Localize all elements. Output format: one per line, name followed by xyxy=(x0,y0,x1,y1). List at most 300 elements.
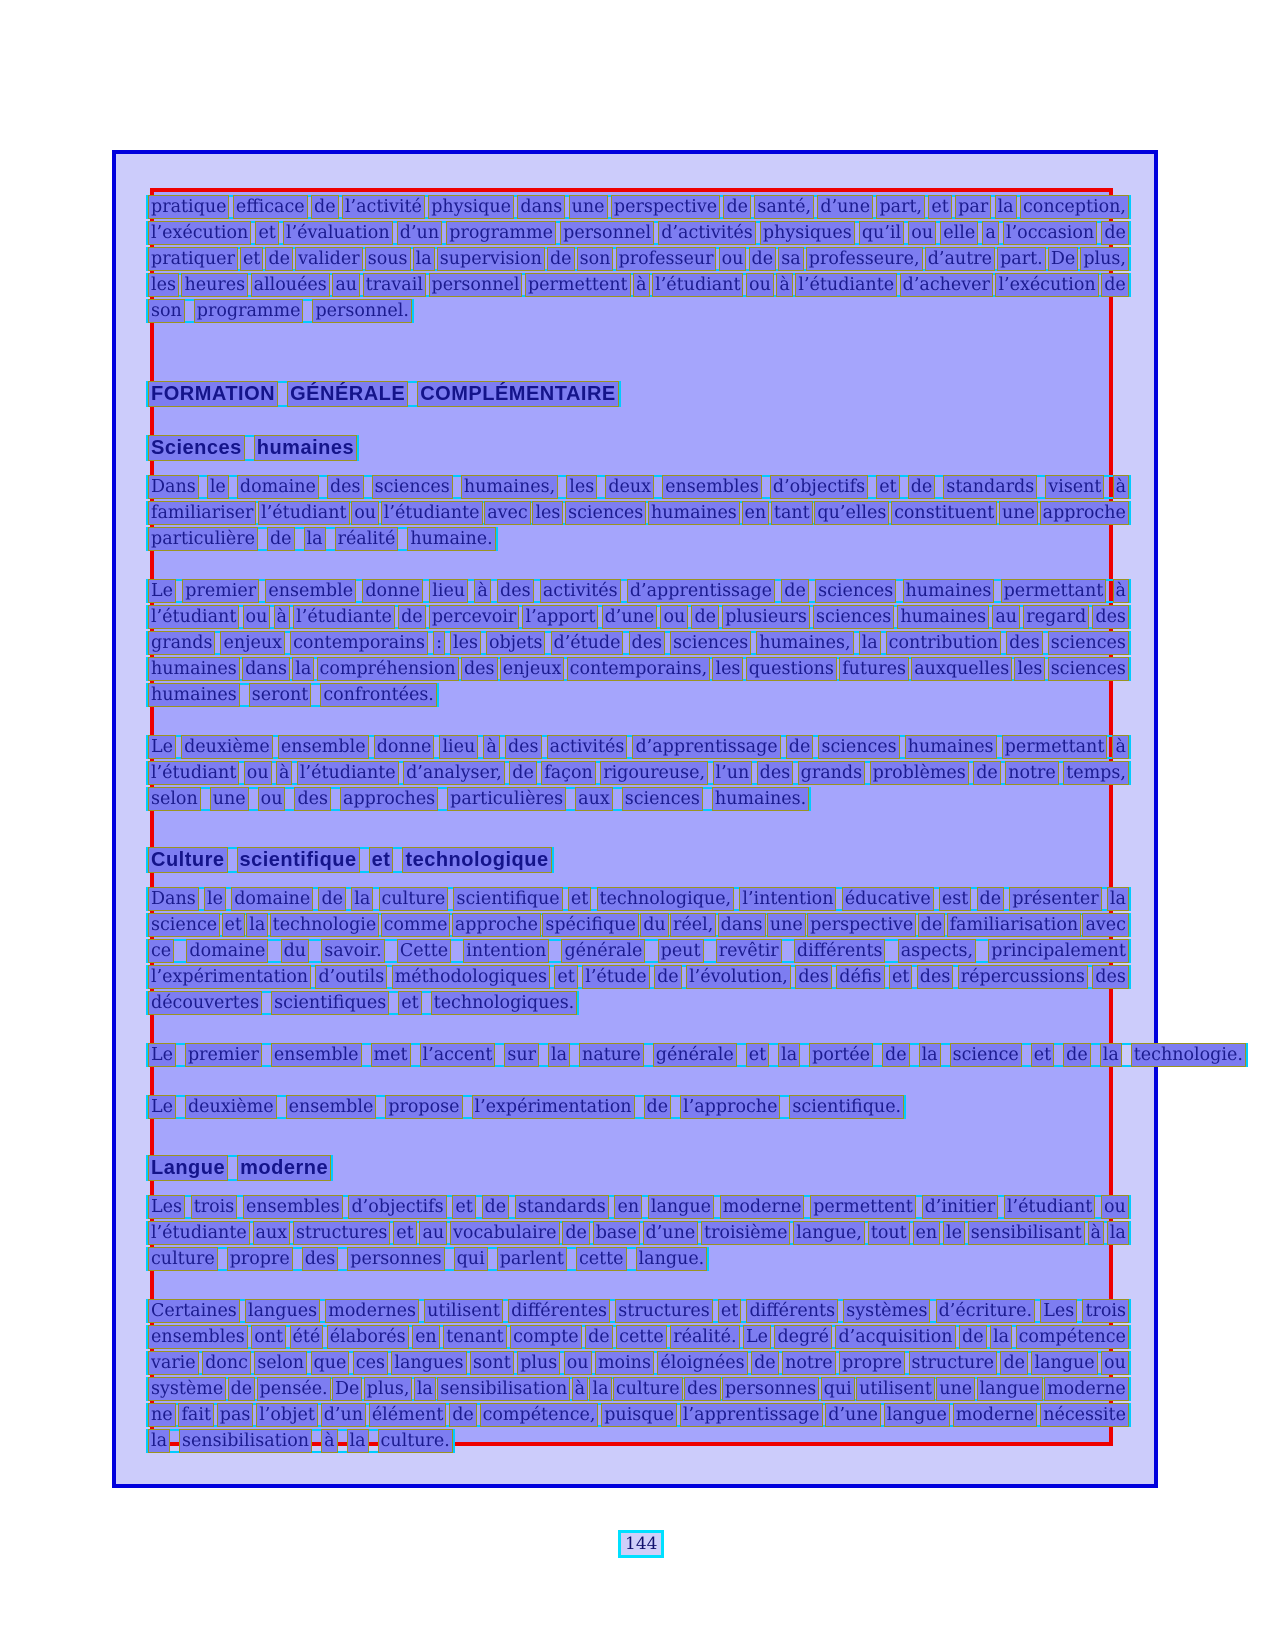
word-box: pratique xyxy=(148,195,229,219)
word-box: à xyxy=(1112,735,1128,759)
word-box: sont xyxy=(470,1351,514,1375)
word-box: la xyxy=(351,887,373,911)
word-box: Le xyxy=(148,579,176,603)
word-box: notre xyxy=(1005,761,1059,785)
word-box: réalité xyxy=(335,527,399,551)
heading-word-box: FORMATION xyxy=(148,381,278,407)
word-box: culture xyxy=(613,1377,683,1401)
word-box: la xyxy=(304,527,326,551)
word-box: perspective xyxy=(611,195,720,219)
word-box: sensibilisant xyxy=(968,1221,1085,1245)
word-box: réalité. xyxy=(670,1325,739,1349)
word-box: l’un xyxy=(713,761,753,785)
word-box: d’analyser, xyxy=(403,761,505,785)
word-box: d’outils xyxy=(315,965,387,989)
word-box: sciences xyxy=(565,501,646,525)
paragraph xyxy=(148,194,1129,324)
text-line xyxy=(148,1350,1129,1376)
word-box: l’expérimentation xyxy=(472,1095,635,1119)
word-box: structures xyxy=(615,1299,712,1323)
word-box: de xyxy=(318,887,346,911)
word-box: l’apprentissage xyxy=(680,1403,823,1427)
word-box: programme xyxy=(194,299,304,323)
word-box: donc xyxy=(202,1351,251,1375)
word-box: moins xyxy=(595,1351,654,1375)
word-box: avec xyxy=(1082,913,1128,937)
word-box: les xyxy=(532,501,563,525)
word-box: l’étudiant xyxy=(652,273,743,297)
word-box: contemporains xyxy=(290,631,428,655)
word-box: qu’elles xyxy=(814,501,889,525)
word-box: au xyxy=(332,273,360,297)
word-box: sensibilisation xyxy=(437,1377,570,1401)
word-box: tenant xyxy=(443,1325,506,1349)
word-box: futures xyxy=(839,657,909,681)
word-box: pas xyxy=(217,1403,254,1427)
word-box: de xyxy=(918,913,946,937)
text-line xyxy=(148,380,619,408)
word-box: de xyxy=(449,1403,477,1427)
word-box: et xyxy=(393,1221,416,1245)
word-box: sensibilisation xyxy=(179,1429,312,1453)
word-box: ou xyxy=(660,605,688,629)
word-box: plus, xyxy=(1080,247,1129,271)
word-box: de xyxy=(1101,221,1129,245)
word-box: des xyxy=(505,735,542,759)
word-box: langue. xyxy=(636,1247,708,1271)
word-box: élaborés xyxy=(327,1325,409,1349)
word-box: utilisent xyxy=(856,1377,935,1401)
text-line xyxy=(148,1246,707,1272)
word-box: découvertes xyxy=(148,991,262,1015)
word-box: d’une xyxy=(602,605,658,629)
word-box: ensembles xyxy=(148,1325,248,1349)
word-box: de xyxy=(311,195,339,219)
word-box: de xyxy=(644,1095,672,1119)
word-box: plus, xyxy=(364,1377,413,1401)
heading-word-box: Culture xyxy=(148,847,228,873)
word-box: d’une xyxy=(825,1403,881,1427)
word-box: science xyxy=(950,1043,1022,1067)
word-box: humaines xyxy=(897,605,989,629)
word-box: répercussions xyxy=(958,965,1088,989)
word-box: peut xyxy=(658,939,704,963)
word-box: confrontées. xyxy=(320,683,437,707)
word-box: l’étude xyxy=(582,965,649,989)
word-box: comme xyxy=(381,913,451,937)
word-box: permettant xyxy=(1002,735,1108,759)
text-line xyxy=(148,990,577,1016)
word-box: langue xyxy=(1031,1351,1097,1375)
word-box: l’occasion xyxy=(1003,221,1097,245)
word-box: d’objectifs xyxy=(348,1195,446,1219)
word-box: lieu xyxy=(439,735,478,759)
word-box: aux xyxy=(575,787,613,811)
word-box: la xyxy=(1107,1221,1129,1245)
text-line xyxy=(148,1376,1129,1402)
word-box: programme xyxy=(446,221,556,245)
word-box: la xyxy=(1100,1043,1122,1067)
heading-word-box: Langue xyxy=(148,1155,228,1181)
word-box: ou xyxy=(244,761,272,785)
word-box: ces xyxy=(353,1351,388,1375)
word-box: la xyxy=(246,913,268,937)
word-box: et xyxy=(554,965,577,989)
word-box: tant xyxy=(771,501,813,525)
word-box: d’activités xyxy=(658,221,755,245)
word-box: plus xyxy=(517,1351,560,1375)
word-box: et xyxy=(1031,1043,1054,1067)
word-box: activités xyxy=(540,579,621,603)
text-line xyxy=(148,604,1129,630)
word-box: sur xyxy=(504,1043,539,1067)
word-box: revêtir xyxy=(716,939,782,963)
word-box: parlent xyxy=(497,1247,567,1271)
text-line xyxy=(148,630,1129,656)
word-box: à xyxy=(321,1429,337,1453)
word-box: Le xyxy=(148,1043,176,1067)
word-box: de xyxy=(908,475,936,499)
word-box: à xyxy=(274,605,290,629)
word-box: personnel. xyxy=(312,299,412,323)
word-box: langue, xyxy=(793,1221,865,1245)
text-line xyxy=(148,1094,904,1120)
word-box: et xyxy=(255,221,278,245)
word-box: constituent xyxy=(891,501,997,525)
word-box: au xyxy=(992,605,1020,629)
paragraph xyxy=(148,734,1129,812)
word-box: ce xyxy=(148,939,174,963)
word-box: l’évolution, xyxy=(686,965,791,989)
word-box: scientifique. xyxy=(789,1095,904,1119)
word-box: de xyxy=(562,1221,590,1245)
word-box: l’étudiante xyxy=(148,1221,250,1245)
word-box: professeur xyxy=(616,247,717,271)
word-box: premier xyxy=(185,1043,262,1067)
word-box: ensemble xyxy=(271,1043,362,1067)
word-box: la xyxy=(778,1043,800,1067)
text-line xyxy=(148,1402,1129,1428)
word-box: l’exécution xyxy=(148,221,251,245)
word-box: de xyxy=(547,247,575,271)
word-box: l’étudiante xyxy=(293,605,395,629)
word-box: des xyxy=(302,1247,339,1271)
word-box: et xyxy=(222,913,245,937)
word-box: part. xyxy=(997,247,1046,271)
word-box: de xyxy=(1063,1043,1091,1067)
word-box: des xyxy=(757,761,794,785)
word-box: langues xyxy=(245,1299,320,1323)
word-box: science xyxy=(148,913,220,937)
word-box: premier xyxy=(182,579,259,603)
word-box: de xyxy=(959,1325,987,1349)
text-line xyxy=(148,886,1129,912)
text-line xyxy=(148,734,1129,760)
word-box: d’objectifs xyxy=(770,475,868,499)
word-box: les xyxy=(148,273,179,297)
word-box: et xyxy=(889,965,912,989)
word-box: valider xyxy=(295,247,362,271)
document-body xyxy=(148,194,1243,1454)
word-box: langue xyxy=(977,1377,1043,1401)
word-box: enjeux xyxy=(220,631,285,655)
word-box: enjeux xyxy=(500,657,565,681)
word-box: à xyxy=(1113,475,1129,499)
text-line xyxy=(148,474,1129,500)
word-box: de xyxy=(265,247,293,271)
word-box: donne xyxy=(374,735,435,759)
word-box: particulières xyxy=(447,787,566,811)
paragraph xyxy=(148,886,1129,1016)
word-box: et xyxy=(452,1195,475,1219)
word-box: permettant xyxy=(1001,579,1107,603)
word-box: propre xyxy=(839,1351,905,1375)
heading-word-box: COMPLÉMENTAIRE xyxy=(417,381,619,407)
paragraph xyxy=(148,1194,1129,1272)
text-line xyxy=(148,246,1129,272)
word-box: trois xyxy=(1082,1299,1129,1323)
word-box: d’initier xyxy=(922,1195,999,1219)
word-box: humaines xyxy=(148,657,240,681)
word-box: standards xyxy=(515,1195,609,1219)
word-box: des xyxy=(1006,631,1043,655)
word-box: défis xyxy=(836,965,884,989)
text-line xyxy=(148,1220,1129,1246)
word-box: et xyxy=(876,475,899,499)
text-line xyxy=(148,846,552,874)
word-box: une xyxy=(210,787,249,811)
word-box: systèmes xyxy=(843,1299,930,1323)
word-box: approche xyxy=(452,913,541,937)
word-box: pratiquer xyxy=(148,247,238,271)
word-box: l’expérimentation xyxy=(148,965,311,989)
word-box: des xyxy=(795,965,832,989)
text-line xyxy=(148,500,1129,526)
word-box: personnel xyxy=(429,273,523,297)
word-box: l’étudiante xyxy=(297,761,399,785)
word-box: sous xyxy=(365,247,411,271)
word-box: structure xyxy=(909,1351,997,1375)
word-box: De xyxy=(332,1377,362,1401)
word-box: conception, xyxy=(1020,195,1129,219)
word-box: deuxième xyxy=(185,1095,277,1119)
text-line xyxy=(148,1324,1129,1350)
word-box: permettent xyxy=(810,1195,916,1219)
word-box: humaines xyxy=(148,683,240,707)
heading-word-box: moderne xyxy=(237,1155,331,1181)
word-box: d’apprentissage xyxy=(632,735,780,759)
word-box: scientifique xyxy=(453,887,562,911)
word-box: ensemble xyxy=(278,735,369,759)
word-box: qu’il xyxy=(859,221,904,245)
word-box: des xyxy=(497,579,534,603)
word-box: questions xyxy=(746,657,837,681)
word-box: selon xyxy=(254,1351,307,1375)
word-box: l’exécution xyxy=(995,273,1098,297)
word-box: dans xyxy=(517,195,565,219)
word-box: savoir. xyxy=(321,939,384,963)
word-box: contemporains, xyxy=(567,657,711,681)
word-box: au xyxy=(419,1221,447,1245)
text-line xyxy=(148,272,1129,298)
word-box: ou xyxy=(908,221,936,245)
word-box: qui xyxy=(454,1247,488,1271)
word-box: la xyxy=(414,1377,436,1401)
word-box: l’intention xyxy=(739,887,836,911)
word-box: une xyxy=(936,1377,975,1401)
word-box: la xyxy=(292,657,314,681)
word-box: rigoureuse, xyxy=(600,761,708,785)
word-box: l’évaluation xyxy=(283,221,393,245)
text-line xyxy=(148,1042,1246,1068)
word-box: éloignées xyxy=(657,1351,747,1375)
word-box: de xyxy=(786,735,814,759)
text-line xyxy=(148,578,1129,604)
word-box: de xyxy=(482,1195,510,1219)
word-box: technologique, xyxy=(597,887,735,911)
word-box: domaine xyxy=(231,887,313,911)
word-box: la xyxy=(548,1043,570,1067)
word-box: les xyxy=(712,657,743,681)
word-box: familiarisation xyxy=(947,913,1082,937)
word-box: de xyxy=(509,761,537,785)
word-box: dans xyxy=(718,913,766,937)
paragraph xyxy=(148,1094,1129,1120)
word-box: varie xyxy=(148,1351,199,1375)
word-box: nécessite xyxy=(1040,1403,1129,1427)
text-line xyxy=(148,220,1129,246)
word-box: pensée. xyxy=(257,1377,331,1401)
word-box: humaines xyxy=(903,579,995,603)
word-box: culture xyxy=(379,887,449,911)
word-box: base xyxy=(593,1221,640,1245)
text-line xyxy=(148,298,412,324)
word-box: permettent xyxy=(525,273,631,297)
text-line xyxy=(148,434,357,462)
word-box: l’approche xyxy=(680,1095,780,1119)
word-box: langue xyxy=(648,1195,714,1219)
heading-word-box: scientifique xyxy=(237,847,360,873)
word-box: de xyxy=(882,1043,910,1067)
word-box: de xyxy=(1000,1351,1028,1375)
paragraph xyxy=(148,474,1129,552)
word-box: la xyxy=(1107,887,1129,911)
word-box: ou xyxy=(746,273,774,297)
word-box: d’autre xyxy=(925,247,995,271)
text-line xyxy=(148,656,1129,682)
word-box: en xyxy=(913,1221,941,1245)
section-heading xyxy=(148,846,1129,874)
heading-word-box: GÉNÉRALE xyxy=(287,381,408,407)
word-box: propose xyxy=(385,1095,462,1119)
word-box: technologie xyxy=(270,913,380,937)
text-line xyxy=(148,1194,1129,1220)
section-heading xyxy=(148,1154,1129,1182)
word-box: visent xyxy=(1045,475,1104,499)
word-box: ensemble xyxy=(265,579,356,603)
word-box: la xyxy=(919,1043,941,1067)
page-border-panel xyxy=(112,150,1243,1488)
word-box: par xyxy=(955,195,991,219)
word-box: de xyxy=(267,527,295,551)
word-box: elle xyxy=(940,221,978,245)
word-box: Le xyxy=(148,1095,176,1119)
word-box: sciences xyxy=(818,735,899,759)
word-box: objets xyxy=(486,631,546,655)
word-box: l’étudiante xyxy=(795,273,897,297)
text-line xyxy=(148,526,496,552)
word-box: donne xyxy=(362,579,423,603)
heading-word-box: Sciences xyxy=(148,435,245,461)
word-box: fait xyxy=(178,1403,214,1427)
word-box: générale xyxy=(653,1043,737,1067)
text-line xyxy=(148,964,1129,990)
word-box: portée xyxy=(809,1043,873,1067)
word-box: et xyxy=(568,887,591,911)
word-box: des xyxy=(629,631,666,655)
word-box: seront xyxy=(249,683,312,707)
word-box: différents xyxy=(794,939,886,963)
word-box: sciences xyxy=(1048,631,1129,655)
word-box: de xyxy=(749,247,777,271)
word-box: l’objet xyxy=(256,1403,318,1427)
word-box: des xyxy=(1092,965,1129,989)
word-box: technologie. xyxy=(1131,1043,1246,1067)
word-box: ou xyxy=(351,501,379,525)
word-box: générale xyxy=(561,939,645,963)
word-box: et xyxy=(928,195,951,219)
word-box: et xyxy=(398,991,421,1015)
word-box: son xyxy=(577,247,614,271)
word-box: physiques xyxy=(760,221,855,245)
word-box: utilisent xyxy=(424,1299,503,1323)
word-box: cette xyxy=(576,1247,627,1271)
word-box: deux xyxy=(605,475,654,499)
word-box: d’un xyxy=(321,1403,366,1427)
word-box: selon xyxy=(148,787,201,811)
word-box: de xyxy=(1101,273,1129,297)
word-box: Le xyxy=(743,1325,771,1349)
word-box: ou xyxy=(258,787,286,811)
word-box: aspects, xyxy=(898,939,976,963)
word-box: trois xyxy=(191,1195,238,1219)
word-box: troisième xyxy=(701,1221,790,1245)
word-box: l’accent xyxy=(420,1043,496,1067)
word-box: différents xyxy=(746,1299,838,1323)
word-box: modernes xyxy=(325,1299,419,1323)
word-box: compétence xyxy=(1016,1325,1129,1349)
word-box: percevoir xyxy=(429,605,519,629)
word-box: ou xyxy=(719,247,747,271)
word-box: particulière xyxy=(148,527,258,551)
word-box: à xyxy=(1088,1221,1104,1245)
word-box: humaines. xyxy=(712,787,809,811)
word-box: heures xyxy=(181,273,248,297)
word-box: principalement xyxy=(988,939,1129,963)
word-box: été xyxy=(290,1325,324,1349)
word-box: la xyxy=(990,1325,1012,1349)
word-box: l’étudiant xyxy=(258,501,349,525)
word-box: des xyxy=(917,965,954,989)
word-box: regard xyxy=(1023,605,1089,629)
word-box: Certaines xyxy=(148,1299,240,1323)
word-box: une xyxy=(767,913,806,937)
text-line xyxy=(148,682,437,708)
word-box: élément xyxy=(369,1403,447,1427)
word-box: culture. xyxy=(378,1429,453,1453)
word-box: dans xyxy=(242,657,290,681)
word-box: moderne xyxy=(1044,1377,1129,1401)
